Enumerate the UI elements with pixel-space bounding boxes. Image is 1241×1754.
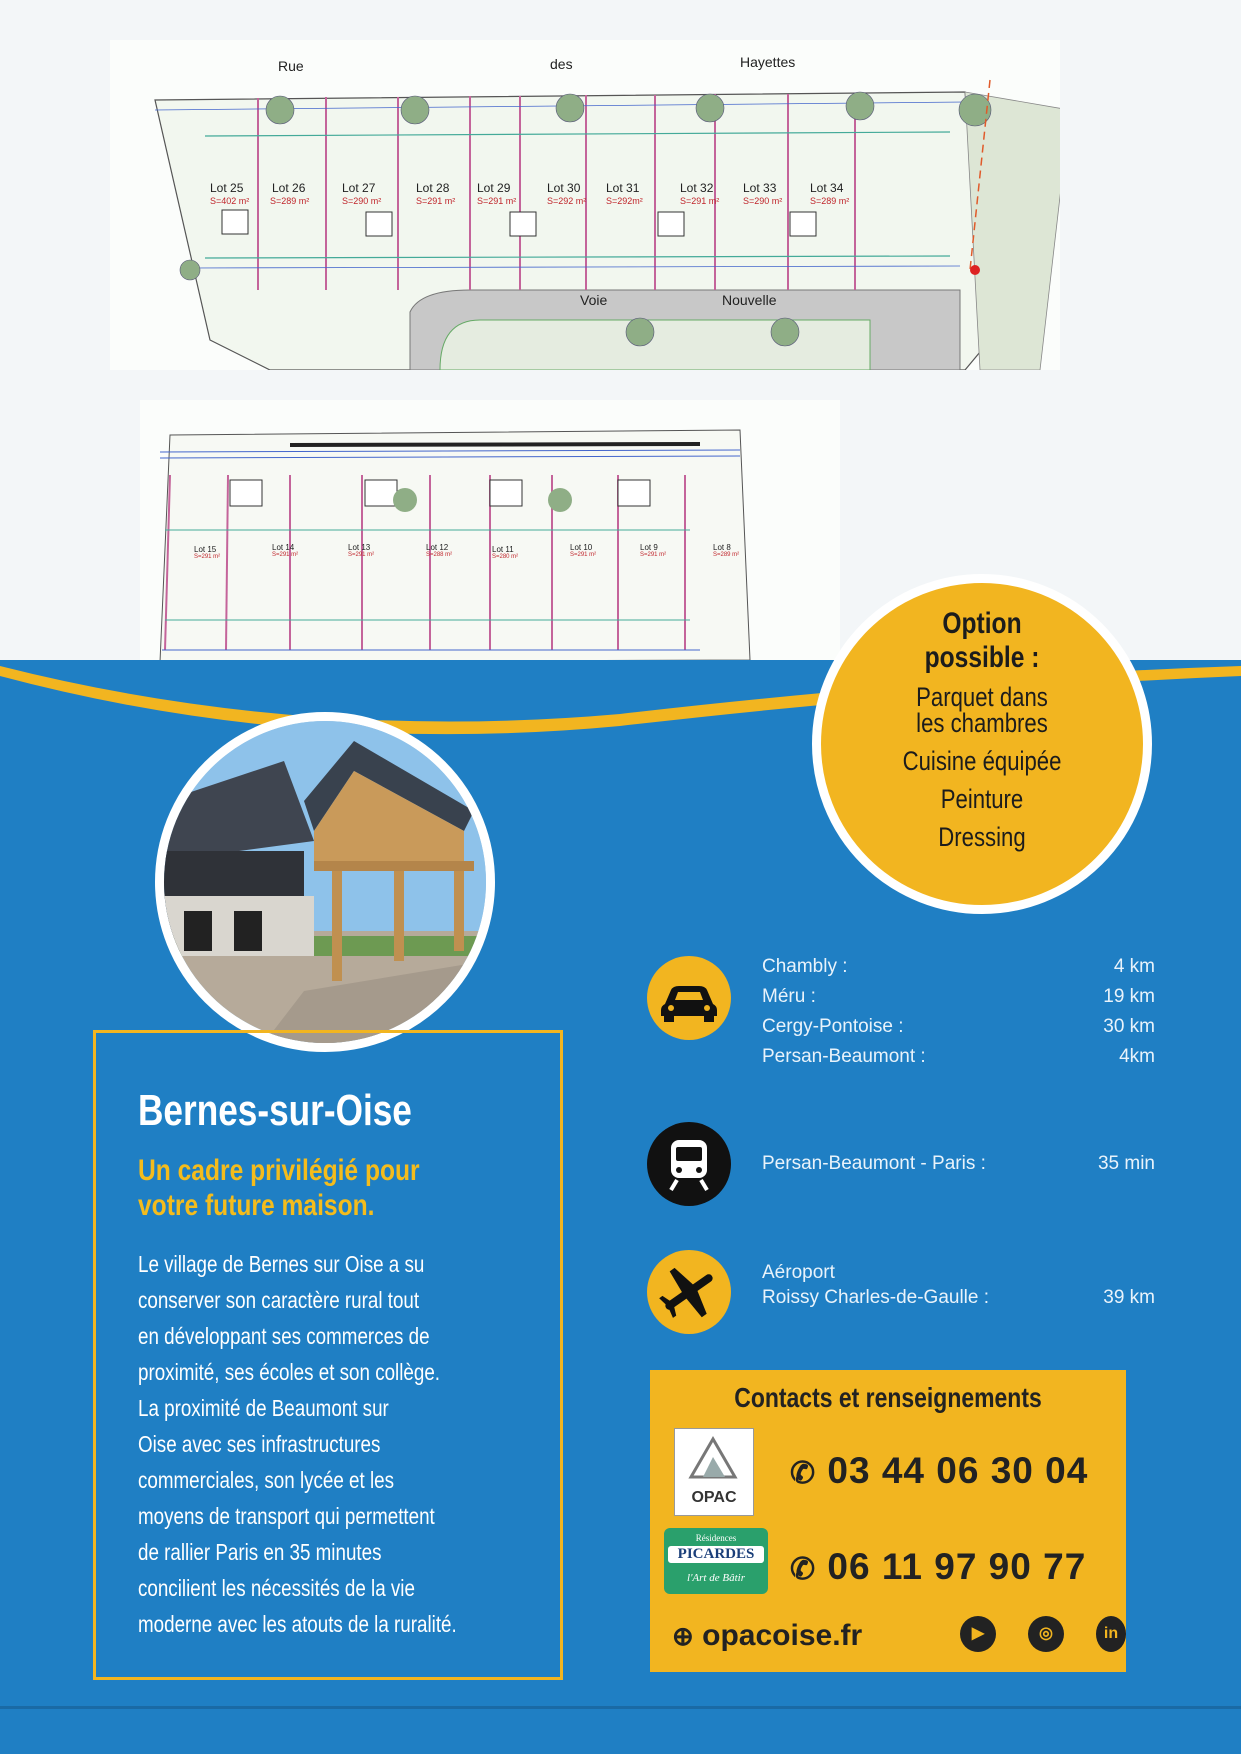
logo-residences-text: Résidences [695,1533,737,1543]
option-title-line1: Option [942,607,1022,640]
svg-text:S=288 m²: S=288 m² [426,552,453,558]
road-label-nouvelle: Nouvelle [722,292,777,308]
svg-text:Lot 14: Lot 14 [272,543,295,552]
svg-text:S=291 m²: S=291 m² [348,552,375,558]
svg-text:S=292m²: S=292m² [606,196,643,206]
svg-text:S=402 m²: S=402 m² [210,196,250,206]
svg-text:S=289 m²: S=289 m² [713,552,740,558]
distance-place: Chambly : [762,956,848,977]
svg-text:Lot 13: Lot 13 [348,543,371,552]
phone-icon: ✆ [790,1553,817,1586]
distance-row [762,1046,1155,1068]
svg-text:S=291 m²: S=291 m² [640,552,667,558]
distance-place: Méru : [762,986,816,1007]
distance-place: Persan-Beaumont - Paris : [762,1153,986,1174]
distance-value: 4 km [1113,956,1155,977]
distance-row [762,1153,1155,1175]
description-line: proximité, ses écoles et son collège. [138,1359,440,1385]
distance-value: 4km [1119,1046,1155,1067]
phone-2-number: 06 11 97 90 77 [827,1546,1087,1587]
phone-1[interactable] [790,1450,1088,1492]
house-photo [155,712,495,1052]
description-line: concilient les nécessités de la vie [138,1575,415,1601]
description-line: moderne avec les atouts de la ruralité. [138,1611,457,1637]
distance-place: Cergy-Pontoise : [762,1016,904,1037]
tagline [138,1153,515,1223]
svg-text:S=291 m²: S=291 m² [477,196,517,206]
svg-text:Lot 32: Lot 32 [680,181,714,195]
option-item: les chambres [916,708,1048,738]
road-label-voie: Voie [580,292,608,308]
contacts-box [650,1370,1126,1672]
svg-text:S=290 m²: S=290 m² [743,196,783,206]
option-item: Cuisine équipée [902,746,1062,776]
svg-text:Lot 30: Lot 30 [547,181,581,195]
distance-row [762,1016,1155,1038]
distance-row [762,1287,1155,1309]
website-text: opacoise.fr [702,1619,863,1652]
svg-text:Lot 12: Lot 12 [426,543,449,552]
option-title-line2: possible : [924,641,1040,674]
svg-text:S=280 m²: S=280 m² [492,554,519,560]
street-label-hayettes: Hayettes [740,54,796,70]
tagline-line1: Un cadre privilégié pour [138,1154,420,1187]
distance-place: Roissy Charles-de-Gaulle : [762,1287,990,1308]
site-plan-top-drawing [110,40,1060,370]
website-link[interactable] [672,1619,862,1653]
info-box [93,1030,563,1680]
residences-picardes-logo [664,1528,768,1594]
svg-text:Lot 8: Lot 8 [713,543,731,552]
svg-text:S=289 m²: S=289 m² [810,196,850,206]
globe-icon: ⊕ [672,1621,694,1651]
distance-value: 30 km [1103,1016,1155,1037]
svg-text:S=289 m²: S=289 m² [270,196,310,206]
opac-logo-text: OPAC [691,1489,737,1506]
svg-text:Lot 10: Lot 10 [570,543,593,552]
description [138,1246,538,1642]
description-line: Oise avec ses infrastructures [138,1431,381,1457]
distance-value: 35 min [1097,1153,1155,1174]
distance-value: 39 km [1103,1287,1155,1308]
logo-picardes-text: PICARDES [668,1546,764,1563]
svg-text:S=291 m²: S=291 m² [570,552,597,558]
description-line: commerciales, son lycée et les [138,1467,394,1493]
svg-text:Lot 33: Lot 33 [743,181,777,195]
option-item: Parquet dans [916,682,1048,712]
description-line: La proximité de Beaumont sur [138,1395,389,1421]
svg-text:Lot 28: Lot 28 [416,181,450,195]
description-line: de rallier Paris en 35 minutes [138,1539,382,1565]
svg-text:Lot 29: Lot 29 [477,181,511,195]
house-illustration [164,721,486,1043]
description-line: conserver son caractère rural tout [138,1287,420,1313]
tagline-line2: votre future maison. [138,1189,375,1222]
description-line: Le village de Bernes sur Oise a su [138,1251,425,1277]
svg-text:Lot 34: Lot 34 [810,181,844,195]
option-item: Peinture [940,784,1024,814]
phone-1-number: 03 44 06 30 04 [827,1450,1089,1491]
car-icon [647,956,731,1040]
svg-text:S=290 m²: S=290 m² [342,196,382,206]
distance-place: Persan-Beaumont : [762,1046,926,1067]
distance-place: Aéroport [762,1262,835,1283]
svg-text:S=291 m²: S=291 m² [680,196,720,206]
opac-logo [674,1428,754,1516]
plane-icon [647,1250,731,1334]
svg-text:S=291 m²: S=291 m² [416,196,456,206]
svg-text:Lot 11: Lot 11 [492,545,514,554]
phone-icon: ✆ [790,1457,817,1490]
logo-art-de-batir-text: l'Art de Bâtir [687,1572,745,1584]
contacts-title: Contacts et renseignements [734,1382,1042,1413]
distance-value: 19 km [1103,986,1155,1007]
option-title [850,607,1114,675]
instagram-icon[interactable]: ◎ [1028,1616,1064,1652]
train-icon [647,1122,731,1206]
city-title: Bernes-sur-Oise [138,1086,412,1135]
option-item: Dressing [938,822,1026,852]
phone-2[interactable] [790,1546,1086,1588]
option-circle [812,574,1152,914]
svg-text:Lot 25: Lot 25 [210,181,244,195]
svg-text:Lot 26: Lot 26 [272,181,306,195]
distance-row [762,1262,1155,1284]
svg-text:S=291 m²: S=291 m² [194,554,221,560]
description-line: en développant ses commerces de [138,1323,430,1349]
distance-row [762,956,1155,978]
description-line: moyens de transport qui permettent [138,1503,435,1529]
distance-row [762,986,1155,1008]
street-label-des: des [550,56,573,72]
svg-text:Lot 9: Lot 9 [640,543,658,552]
svg-text:S=292 m²: S=292 m² [547,196,587,206]
bottom-divider [0,1706,1241,1709]
youtube-icon[interactable]: ▶ [960,1616,996,1652]
street-label-rue: Rue [278,58,304,74]
svg-text:S=291 m²: S=291 m² [272,552,299,558]
linkedin-icon[interactable]: in [1096,1616,1126,1652]
svg-text:Lot 15: Lot 15 [194,545,217,554]
svg-text:Lot 31: Lot 31 [606,181,640,195]
svg-text:Lot 27: Lot 27 [342,181,376,195]
site-plan-top [110,40,1060,370]
